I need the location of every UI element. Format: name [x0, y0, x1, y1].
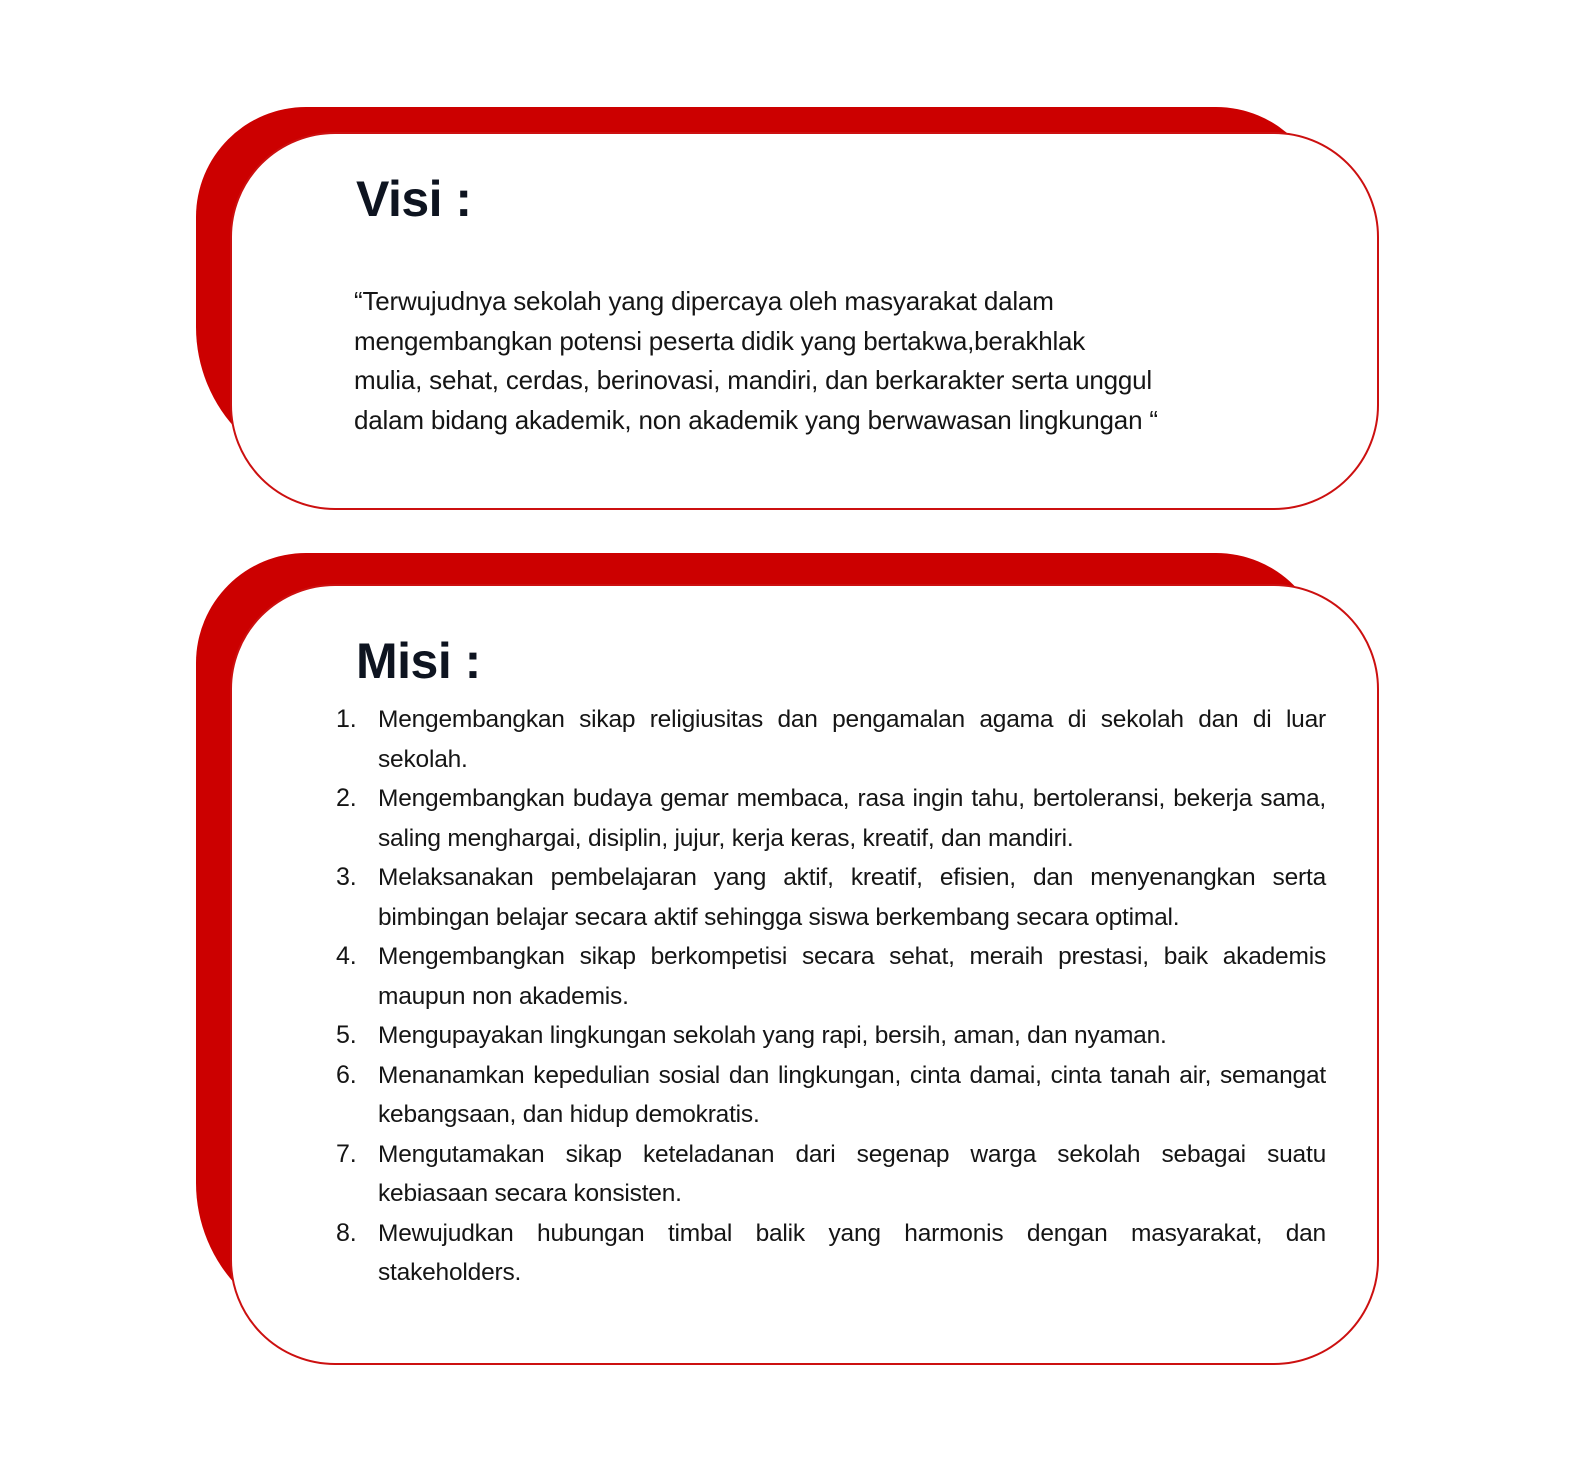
misi-item — [336, 1135, 1326, 1214]
misi-item — [336, 937, 1326, 1016]
misi-item-number: 7. — [336, 1139, 357, 1168]
misi-item — [336, 1056, 1326, 1135]
misi-item-text: Mengembangkan sikap religiusitas dan pengamalan agama di sekolah dan di luar sekolah. — [378, 706, 1326, 773]
misi-list — [336, 700, 1326, 1293]
misi-item-number: 1. — [336, 705, 357, 733]
misi-item — [336, 779, 1326, 858]
misi-item-number: 6. — [336, 1060, 357, 1089]
misi-item-text: Menanamkan kepedulian sosial dan lingkungan, cinta damai, cinta tanah air, semangat kebangsaan, dan hidup demokratis. — [378, 1061, 1326, 1128]
misi-item-text: Mengembangkan budaya gemar membaca, rasa ingin tahu, bertoleransi, bekerja sama, saling menghargai, disiplin, jujur, kerja keras, kreatif, dan mandiri. — [378, 785, 1326, 852]
visi-line: “Terwujudnya sekolah yang dipercaya oleh masyarakat dalam — [354, 286, 1054, 316]
misi-item — [336, 1016, 1326, 1056]
misi-item-text: Mengutamakan sikap keteladanan dari segenap warga sekolah sebagai suatu kebiasaan secara konsisten. — [378, 1140, 1326, 1207]
visi-line: dalam bidang akademik, non akademik yang berwawasan lingkungan “ — [354, 404, 1158, 435]
misi-item — [336, 700, 1326, 779]
misi-title: Misi : — [356, 633, 481, 689]
misi-item-number: 3. — [336, 863, 357, 891]
misi-item — [336, 858, 1326, 937]
misi-item-text: Melaksanakan pembelajaran yang aktif, kreatif, efisien, dan menyenangkan serta bimbingan belajar secara aktif sehingga siswa berkembang secara optimal. — [378, 864, 1326, 931]
visi-line: mulia, sehat, cerdas, berinovasi, mandiri, dan berkarakter serta unggul — [354, 365, 1152, 395]
misi-item — [336, 1214, 1326, 1293]
misi-item-number: 8. — [336, 1218, 357, 1247]
misi-item-text: Mewujudkan hubungan timbal balik yang harmonis dengan masyarakat, dan stakeholders. — [378, 1219, 1326, 1286]
misi-item-text: Mengupayakan lingkungan sekolah yang rapi, bersih, aman, dan nyaman. — [378, 1022, 1167, 1049]
visi-title: Visi : — [356, 171, 472, 227]
misi-item-number: 2. — [336, 784, 357, 812]
visi-line: mengembangkan potensi peserta didik yang bertakwa,berakhlak — [354, 325, 1086, 356]
misi-item-number: 4. — [336, 942, 357, 970]
misi-item-text: Mengembangkan sikap berkompetisi secara sehat, meraih prestasi, baik akademis maupun non akademis. — [378, 943, 1326, 1010]
visi-statement — [354, 282, 1304, 440]
misi-item-number: 5. — [336, 1021, 357, 1049]
